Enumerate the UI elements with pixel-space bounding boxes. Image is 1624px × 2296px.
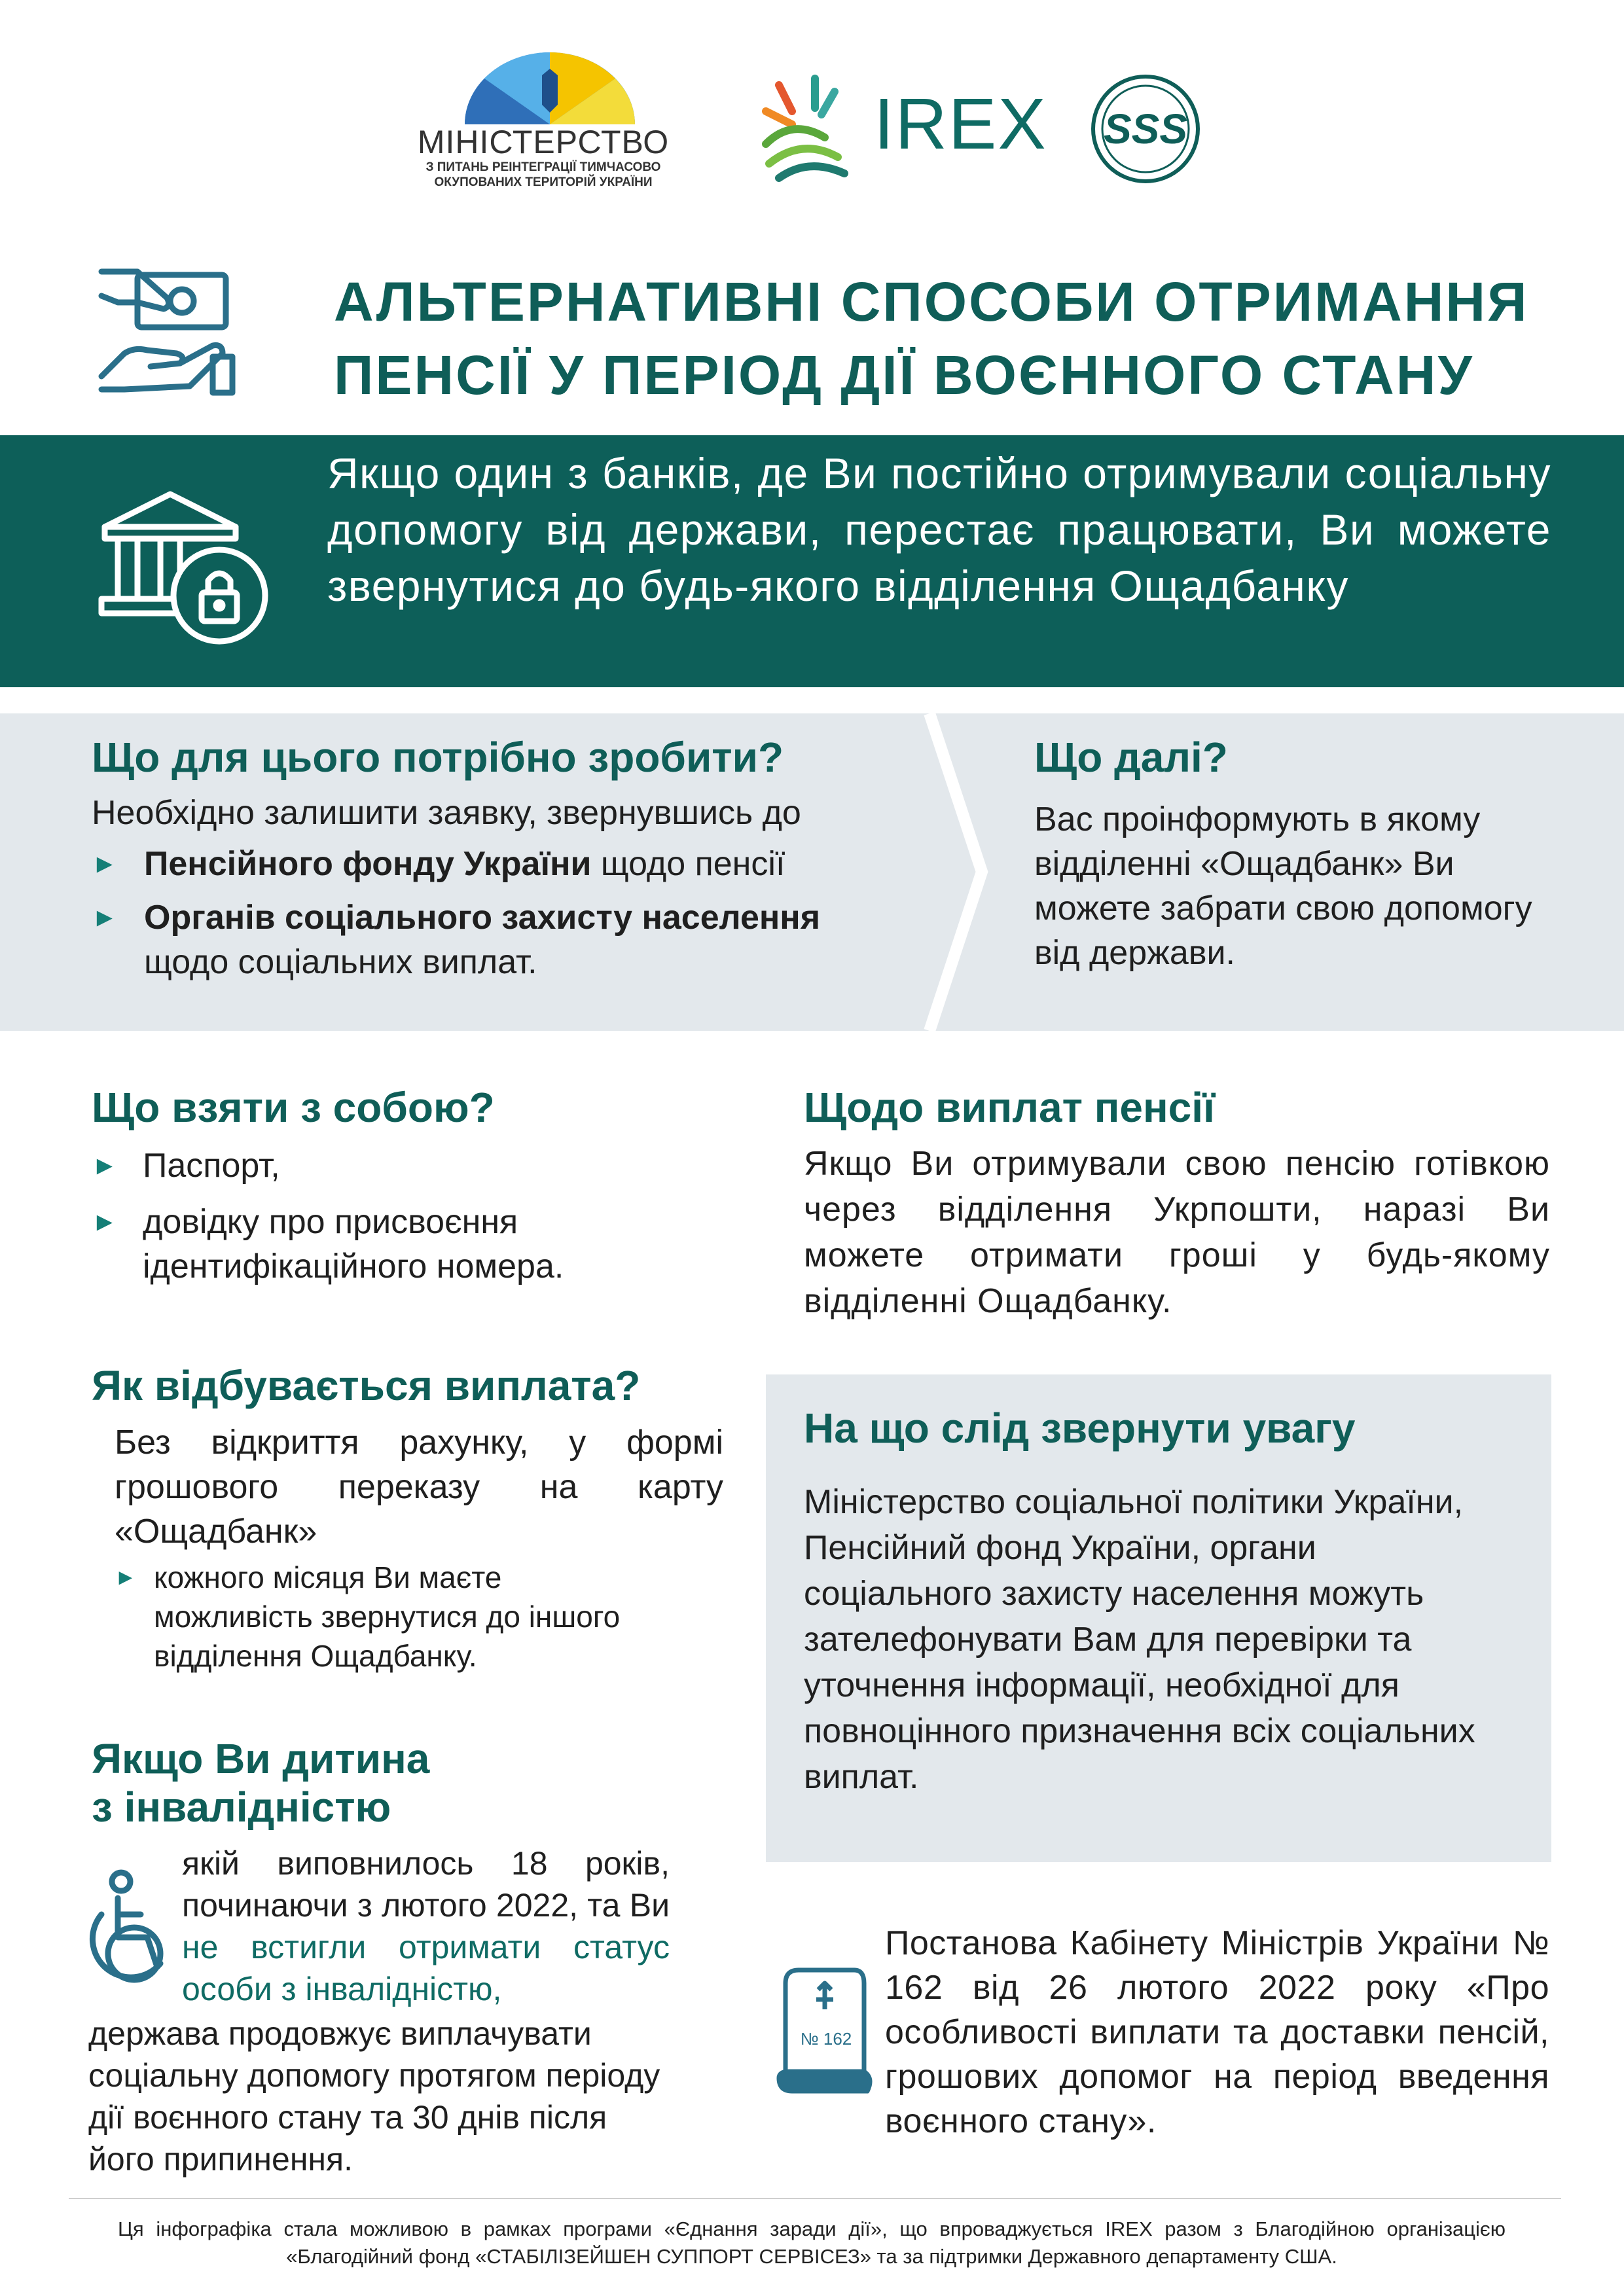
child-section	[92, 1734, 746, 1831]
ministry-line2: ОКУПОВАНИХ ТЕРИТОРІЙ УКРАЇНИ	[434, 175, 653, 189]
wheelchair-icon	[72, 1869, 177, 1993]
pension-text: Якщо Ви отримували свою пенсію готівкою через відділення Укрпошти, наразі Ви можете отримати гроші у будь-якому відділенні Ощадбанку.	[804, 1145, 1550, 1320]
list-item	[92, 842, 943, 886]
hand-money-icon	[98, 262, 236, 399]
next-text: Вас проінформують в якому відділенні «Ощадбанк» Ви можете забрати свою допомогу від держави.	[1034, 800, 1532, 972]
play-bullet-icon: ►	[92, 1208, 118, 1236]
social-protection-rest: щодо соціальних виплат.	[144, 943, 537, 981]
attention-box	[766, 1374, 1551, 1862]
pension-section	[804, 1083, 1550, 1324]
child-text-a: якій виповнилось 18 років, починаючи з лютого 2022, та Ви	[182, 1845, 670, 1924]
title-line2: ПЕНСІЇ У ПЕРІОД ДІЇ ВОЄННОГО СТАНУ	[334, 344, 1474, 406]
child-text-highlight: не встигли отримати статус особи з інвалідністю,	[182, 1929, 670, 2007]
page-title	[334, 265, 1578, 412]
footer-text: Ця інфографіка стала можливою в рамках програми «Єднання заради дії», що впроваджується IREX разом з Благодійною організацією «Благодійний фонд «СТАБІЛІЗЕЙШЕН СУППОРТ СЕРВІСЕЗ» та за підтримки Державного департаменту США.	[118, 2217, 1506, 2268]
sss-logo	[1090, 73, 1201, 185]
list-item	[92, 1143, 746, 1188]
child-text-top	[182, 1842, 670, 2010]
play-bullet-icon: ►	[115, 1565, 137, 1590]
play-bullet-icon: ►	[92, 1151, 118, 1180]
attention-heading: На що слід звернути увагу	[804, 1405, 1356, 1452]
title-line1: АЛЬТЕРНАТИВНІ СПОСОБИ ОТРИМАННЯ	[334, 271, 1529, 332]
bring-section	[92, 1083, 746, 1289]
child-heading	[92, 1734, 746, 1831]
attention-text: Міністерство соціальної політики України, Пенсійний фонд України, органи соціального захисту населення можуть зателефонувати Вам для перевірки та уточнення інформації, необхідної для повноцінного призначення всіх соціальних виплат.	[804, 1483, 1475, 1796]
pension-fund-label: Пенсійного фонду України	[144, 845, 592, 883]
footer-divider	[69, 2198, 1561, 2199]
document-number: № 162	[800, 2029, 852, 2049]
payment-text: Без відкриття рахунку, у формі грошового переказу на карту «Ощадбанк»	[115, 1424, 723, 1551]
list-item	[92, 1200, 746, 1289]
banner-text: Якщо один з банків, де Ви постійно отримували соціальну допомогу від держави, перестає працювати, Ви можете звернутися до будь-якого відділення Ощадбанку	[327, 449, 1551, 610]
bring-item-tax-id: довідку про присвоєння ідентифікаційного номера.	[143, 1203, 564, 1285]
payment-section	[92, 1361, 746, 1673]
irex-logo	[753, 72, 1047, 183]
next-heading: Що далі?	[1034, 734, 1228, 781]
child-text-bottom: держава продовжує виплачувати соціальну допомогу протягом періоду дії воєнного стану та 30 днів після його припинення.	[88, 2015, 660, 2178]
child-heading-line1: Якщо Ви дитина	[92, 1735, 430, 1782]
info-banner	[0, 435, 1624, 687]
decree-text: Постанова Кабінету Міністрів України № 162 від 26 лютого 2022 року «Про особливості виплати та доставки пенсій, грошових допомог на період введення воєнного стану».	[885, 1924, 1549, 2140]
bank-lock-icon	[98, 488, 268, 645]
ministry-name: МІНІСТЕРСТВО	[417, 124, 670, 160]
what-to-do-section	[92, 733, 943, 984]
irex-wordmark: IREX	[874, 84, 1047, 164]
ministry-logo	[406, 52, 681, 203]
play-bullet-icon: ►	[92, 903, 118, 932]
list-item	[115, 1558, 704, 1676]
payment-bullet-text: кожного місяця Ви маєте можливість звернутися до іншого відділення Ощадбанку.	[154, 1560, 621, 1673]
next-section	[1034, 733, 1558, 975]
document-decree-icon	[776, 1964, 874, 2094]
social-protection-label: Органів соціального захисту населення	[144, 899, 821, 937]
payment-heading: Як відбувається виплата?	[92, 1362, 641, 1409]
pension-fund-rest: щодо пенсії	[600, 845, 785, 883]
what-to-do-heading: Що для цього потрібно зробити?	[92, 734, 784, 781]
irex-mark-icon	[753, 72, 857, 183]
play-bullet-icon: ►	[92, 850, 118, 878]
child-heading-line2: з інвалідністю	[92, 1784, 391, 1831]
ministry-line1: З ПИТАНЬ РЕІНТЕГРАЦІЇ ТИМЧАСОВО	[425, 160, 661, 174]
list-item	[92, 895, 943, 984]
pension-heading: Щодо виплат пенсії	[804, 1084, 1215, 1131]
what-to-do-intro: Необхідно залишити заявку, звернувшись до	[92, 794, 801, 832]
bring-item-passport: Паспорт,	[143, 1147, 280, 1185]
ministry-emblem-icon	[458, 52, 641, 124]
bring-heading: Що взяти з собою?	[92, 1084, 495, 1131]
sss-wordmark: SSS	[1103, 105, 1188, 152]
